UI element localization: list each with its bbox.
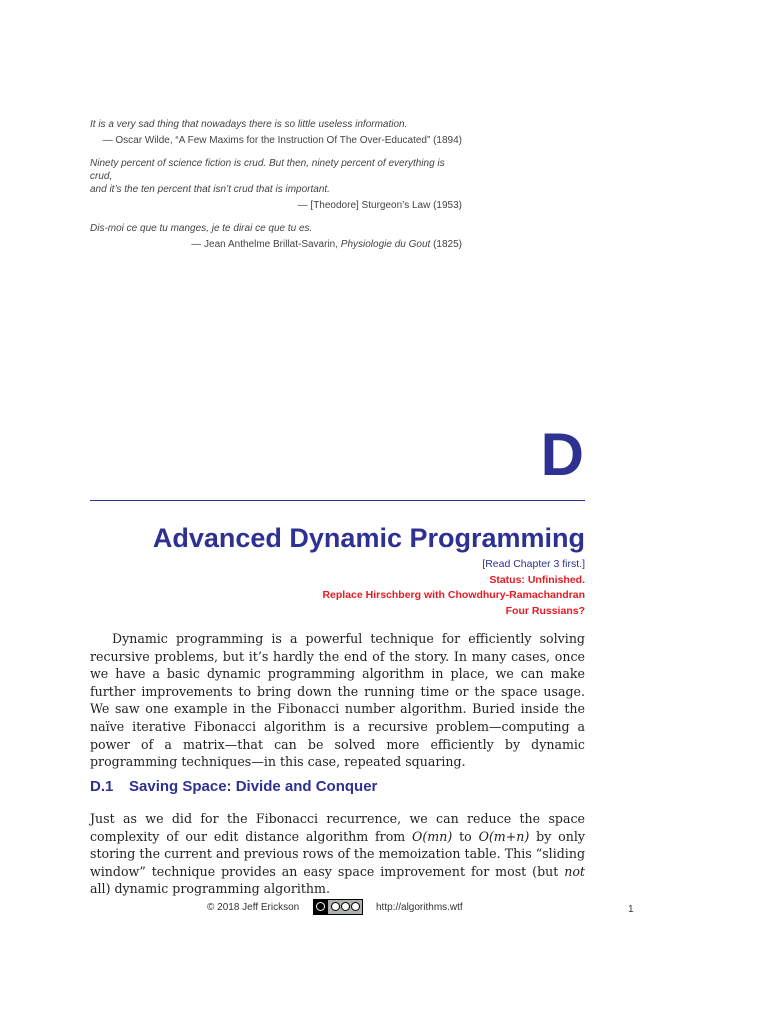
attribution-author: — Jean Anthelme Brillat-Savarin, bbox=[191, 239, 341, 250]
website-link[interactable]: http://algorithms.wtf bbox=[376, 902, 463, 913]
section-number: D.1 bbox=[90, 778, 114, 795]
section-heading bbox=[90, 776, 377, 798]
creative-commons-icon bbox=[313, 899, 363, 915]
status-note: Replace Hirschberg with Chowdhury-Ramachandran bbox=[322, 589, 585, 601]
page-footer bbox=[0, 898, 768, 920]
read-first-note: [Read Chapter 3 first.] bbox=[482, 558, 585, 570]
status-note: Four Russians? bbox=[505, 604, 585, 617]
attribution-book-title: Physiologie du Gout bbox=[340, 239, 431, 250]
text-run: by only storing the current and previous rows of the memoization table. This “sliding window” technique provides an easy space improvement for most (but bbox=[90, 828, 585, 879]
text-run: all) dynamic programming algorithm. bbox=[90, 881, 330, 897]
section-paragraph bbox=[90, 810, 585, 898]
page-number: 1 bbox=[628, 904, 634, 915]
section-title: Saving Space: Divide and Conquer bbox=[129, 778, 378, 795]
epigraph-quote: It is a very sad thing that nowadays there is so little useless information. bbox=[90, 119, 408, 130]
intro-paragraph: Dynamic programming is a powerful technique for efficiently solving recursive problems, but it’s hardly the end of the story. In many cases, once we have a basic dynamic programming algorithm in place, we can make further improvements to bring down the running time or the space usage. We saw one example in the Fibonacci number algorithm. Buried inside the naïve iterative Fibonacci algorithm is a recursive problem—computing a power of a matrix—that can be solved more efficiently by dynamic programming techniques—in this case, repeated squaring. bbox=[90, 631, 585, 770]
epigraph bbox=[90, 157, 462, 212]
emphasis: not bbox=[564, 863, 585, 879]
text-run: Just as we did for the Fibonacci recurrence, we can reduce the space complexity of our edit distance algorithm from bbox=[90, 811, 585, 844]
attribution-year: (1825) bbox=[430, 239, 462, 250]
math-expression: O(m+n) bbox=[478, 828, 530, 844]
epigraphs bbox=[90, 118, 462, 261]
epigraph-quote: Ninety percent of science fiction is crud. But then, ninety percent of everything is crud, and it’s the ten percent that isn’t crud that is important. bbox=[90, 158, 445, 195]
epigraph bbox=[90, 222, 462, 251]
chapter-letter: D bbox=[540, 421, 584, 488]
chapter-notes bbox=[322, 557, 585, 619]
text-run: to bbox=[452, 828, 479, 844]
copyright: © 2018 Jeff Erickson bbox=[207, 902, 300, 913]
epigraph-attribution: — Oscar Wilde, “A Few Maxims for the Instruction Of The Over-Educated” (1894) bbox=[102, 135, 462, 146]
epigraph-attribution: — [Theodore] Sturgeon’s Law (1953) bbox=[297, 200, 462, 211]
status-note: Status: Unfinished. bbox=[489, 573, 585, 586]
epigraph-attribution bbox=[90, 238, 462, 251]
math-expression: O(mn) bbox=[412, 828, 453, 844]
chapter-divider bbox=[90, 500, 585, 501]
chapter-title: Advanced Dynamic Programming bbox=[152, 523, 585, 553]
epigraph bbox=[90, 118, 462, 147]
epigraph-quote: Dis-moi ce que tu manges, je te dirai ce que tu es. bbox=[90, 223, 313, 234]
